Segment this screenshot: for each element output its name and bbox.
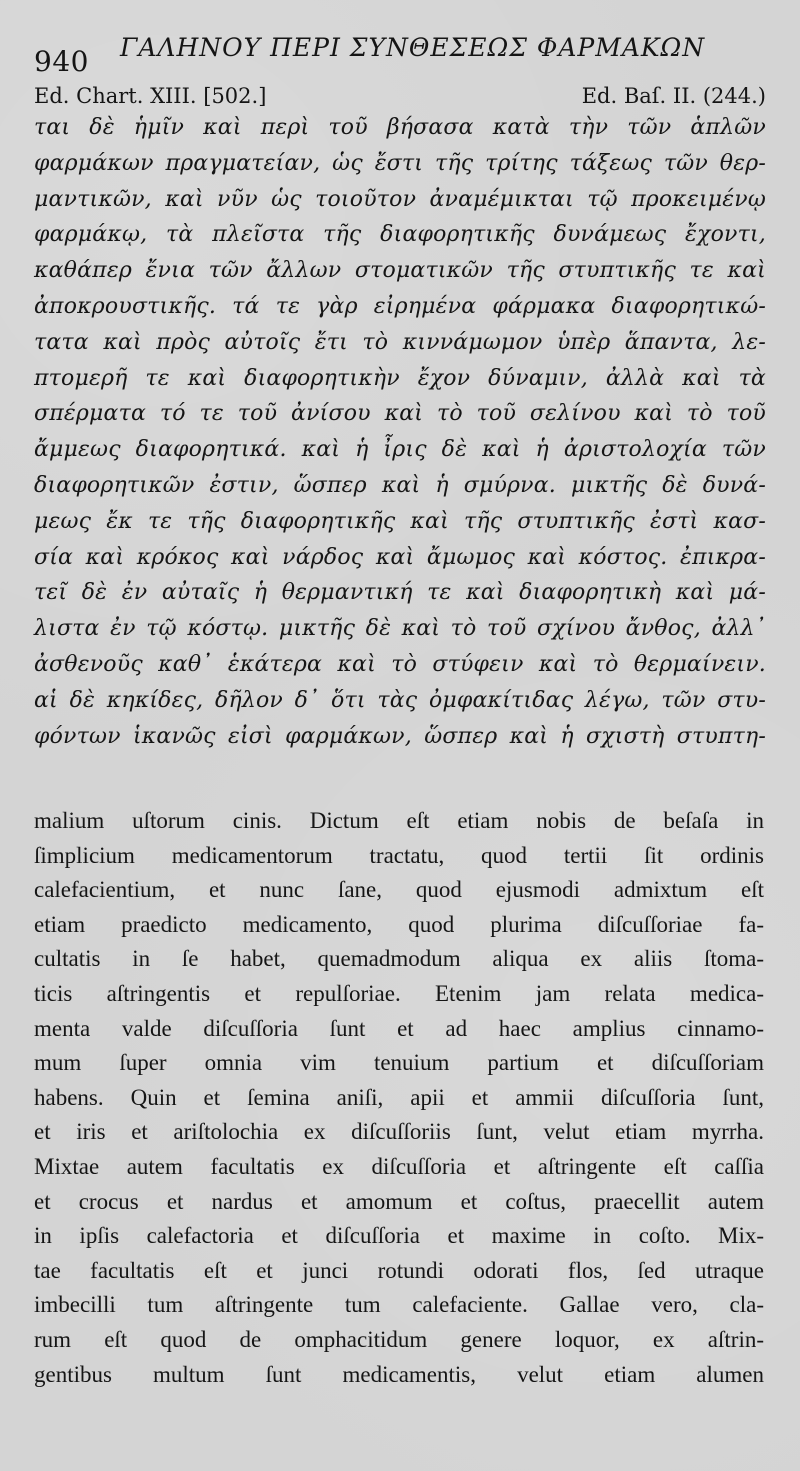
latin-text-line: malium uſtorum cinis. Dictum eſt etiam nobis de beſaſa in: [34, 808, 764, 833]
greek-text-line: τεῖ δὲ ἐν αὐταῖς ἡ θερμαντική τε καὶ διαφορητικὴ καὶ μά-: [34, 580, 766, 606]
greek-text-line: ἄμμεως διαφορητικά. καὶ ἡ ἶρις δὲ καὶ ἡ ἀριστολοχία τῶν: [34, 437, 766, 463]
page-header: [34, 28, 774, 84]
greek-text-line: μεως ἔκ τε τῆς διαφορητικῆς καὶ τῆς στυπτικῆς ἐστὶ κασ-: [34, 508, 766, 534]
greek-text-line: διαφορητικῶν ἐστιν, ὥσπερ καὶ ἡ σμύρνα. μικτῆς δὲ δυνά-: [34, 472, 766, 498]
greek-text-line: ται δὲ ἡμῖν καὶ περὶ τοῦ βήσασα κατὰ τὴν τῶν ἁπλῶν: [34, 115, 766, 140]
latin-text-line: in ipſis calefactoria et diſcuſſoria et maxime in coſto. Mix-: [34, 1223, 764, 1249]
greek-text-line: μαντικῶν, καὶ νῦν ὡς τοιοῦτον ἀναμέμικται τῷ προκειμένῳ: [34, 186, 766, 212]
greek-text-line: αἱ δὲ κηκίδες, δῆλον δ᾽ ὅτι τὰς ὀμφακίτιδας λέγω, τῶν στυ-: [34, 687, 766, 713]
edition-basel-reference: Ed. Baſ. II. (244.): [581, 84, 766, 108]
latin-text-line: ſimplicium medicamentorum tractatu, quod tertii ſit ordinis: [34, 842, 764, 868]
latin-text-block: [34, 804, 764, 1392]
latin-text-line: etiam praedicto medicamento, quod plurima diſcuſſoriae fa-: [34, 911, 764, 937]
latin-text-line: habens. Quin et ſemina aniſi, apii et ammii diſcuſſoria ſunt,: [34, 1084, 764, 1110]
latin-text-line: gentibus multum ſunt medicamentis, velut etiam alumen: [34, 1361, 764, 1387]
greek-text-line: καθάπερ ἔνια τῶν ἄλλων στοματικῶν τῆς στυπτικῆς τε καὶ: [34, 258, 766, 284]
greek-text-block: [34, 110, 766, 754]
latin-text-line: et iris et ariſtolochia ex diſcuſſoriis ſunt, velut etiam myrrha.: [34, 1119, 764, 1145]
edition-reference-line: [34, 82, 766, 110]
greek-text-line: φόντων ἱκανῶς εἰσὶ φαρμάκων, ὥσπερ καὶ ἡ σχιστὴ στυπτη-: [34, 723, 766, 749]
latin-text-line: calefacientium, et nunc ſane, quod ejusmodi admixtum eſt: [34, 877, 764, 903]
greek-text-line: σία καὶ κρόκος καὶ νάρδος καὶ ἄμωμος καὶ κόστος. ἐπικρα-: [34, 544, 766, 570]
greek-text-line: πτομερῆ τε καὶ διαφορητικὴν ἔχον δύναμιν, ἀλλὰ καὶ τὰ: [34, 365, 766, 391]
greek-text-line: φαρμάκων πραγματείαν, ὡς ἔστι τῆς τρίτης τάξεως τῶν θερ-: [34, 150, 766, 176]
latin-text-line: tae facultatis eſt et junci rotundi odorati flos, ſed utraque: [34, 1257, 764, 1283]
latin-text-line: rum eſt quod de omphacitidum genere loquor, ex aſtrin-: [34, 1326, 764, 1352]
edition-chart-reference: Ed. Chart. XIII. [502.]: [34, 84, 267, 108]
latin-text-line: menta valde diſcuſſoria ſunt et ad haec amplius cinnamo-: [34, 1015, 764, 1041]
running-title: ΓΑΛΗΝΟΥ ΠΕΡΙ ΣΥΝΘΕΣΕΩΣ ΦΑΡΜΑΚΩΝ: [120, 33, 706, 62]
greek-text-line: ἀποκρουστικῆς. τά τε γὰρ εἰρημένα φάρμακα διαφορητικώ-: [34, 293, 766, 319]
greek-text-line: φαρμάκῳ, τὰ πλεῖστα τῆς διαφορητικῆς δυνάμεως ἔχοντι,: [34, 222, 766, 248]
latin-text-line: imbecilli tum aſtringente tum calefaciente. Gallae vero, cla-: [34, 1292, 764, 1318]
page-number: 940: [34, 45, 89, 78]
latin-text-line: ticis aſtringentis et repulſoriae. Etenim jam relata medica-: [34, 980, 764, 1006]
greek-text-line: τατα καὶ πρὸς αὐτοῖς ἔτι τὸ κιννάμωμον ὑπὲρ ἅπαντα, λε-: [34, 329, 766, 355]
latin-text-line: mum ſuper omnia vim tenuium partium et diſcuſſoriam: [34, 1050, 764, 1076]
latin-text-line: Mixtae autem facultatis ex diſcuſſoria et aſtringente eſt caſſia: [34, 1153, 764, 1179]
latin-text-line: cultatis in ſe habet, quemadmodum aliqua ex aliis ſtoma-: [34, 946, 764, 972]
greek-text-line: σπέρματα τό τε τοῦ ἀνίσου καὶ τὸ τοῦ σελίνου καὶ τὸ τοῦ: [34, 401, 766, 427]
greek-text-line: λιστα ἐν τῷ κόστῳ. μικτῆς δὲ καὶ τὸ τοῦ σχίνου ἄνθος, ἀλλ᾽: [34, 616, 766, 642]
greek-text-line: ἀσθενοῦς καθ᾽ ἑκάτερα καὶ τὸ στύφειν καὶ τὸ θερμαίνειν.: [34, 651, 766, 677]
latin-text-line: et crocus et nardus et amomum et coſtus, praecellit autem: [34, 1188, 764, 1214]
